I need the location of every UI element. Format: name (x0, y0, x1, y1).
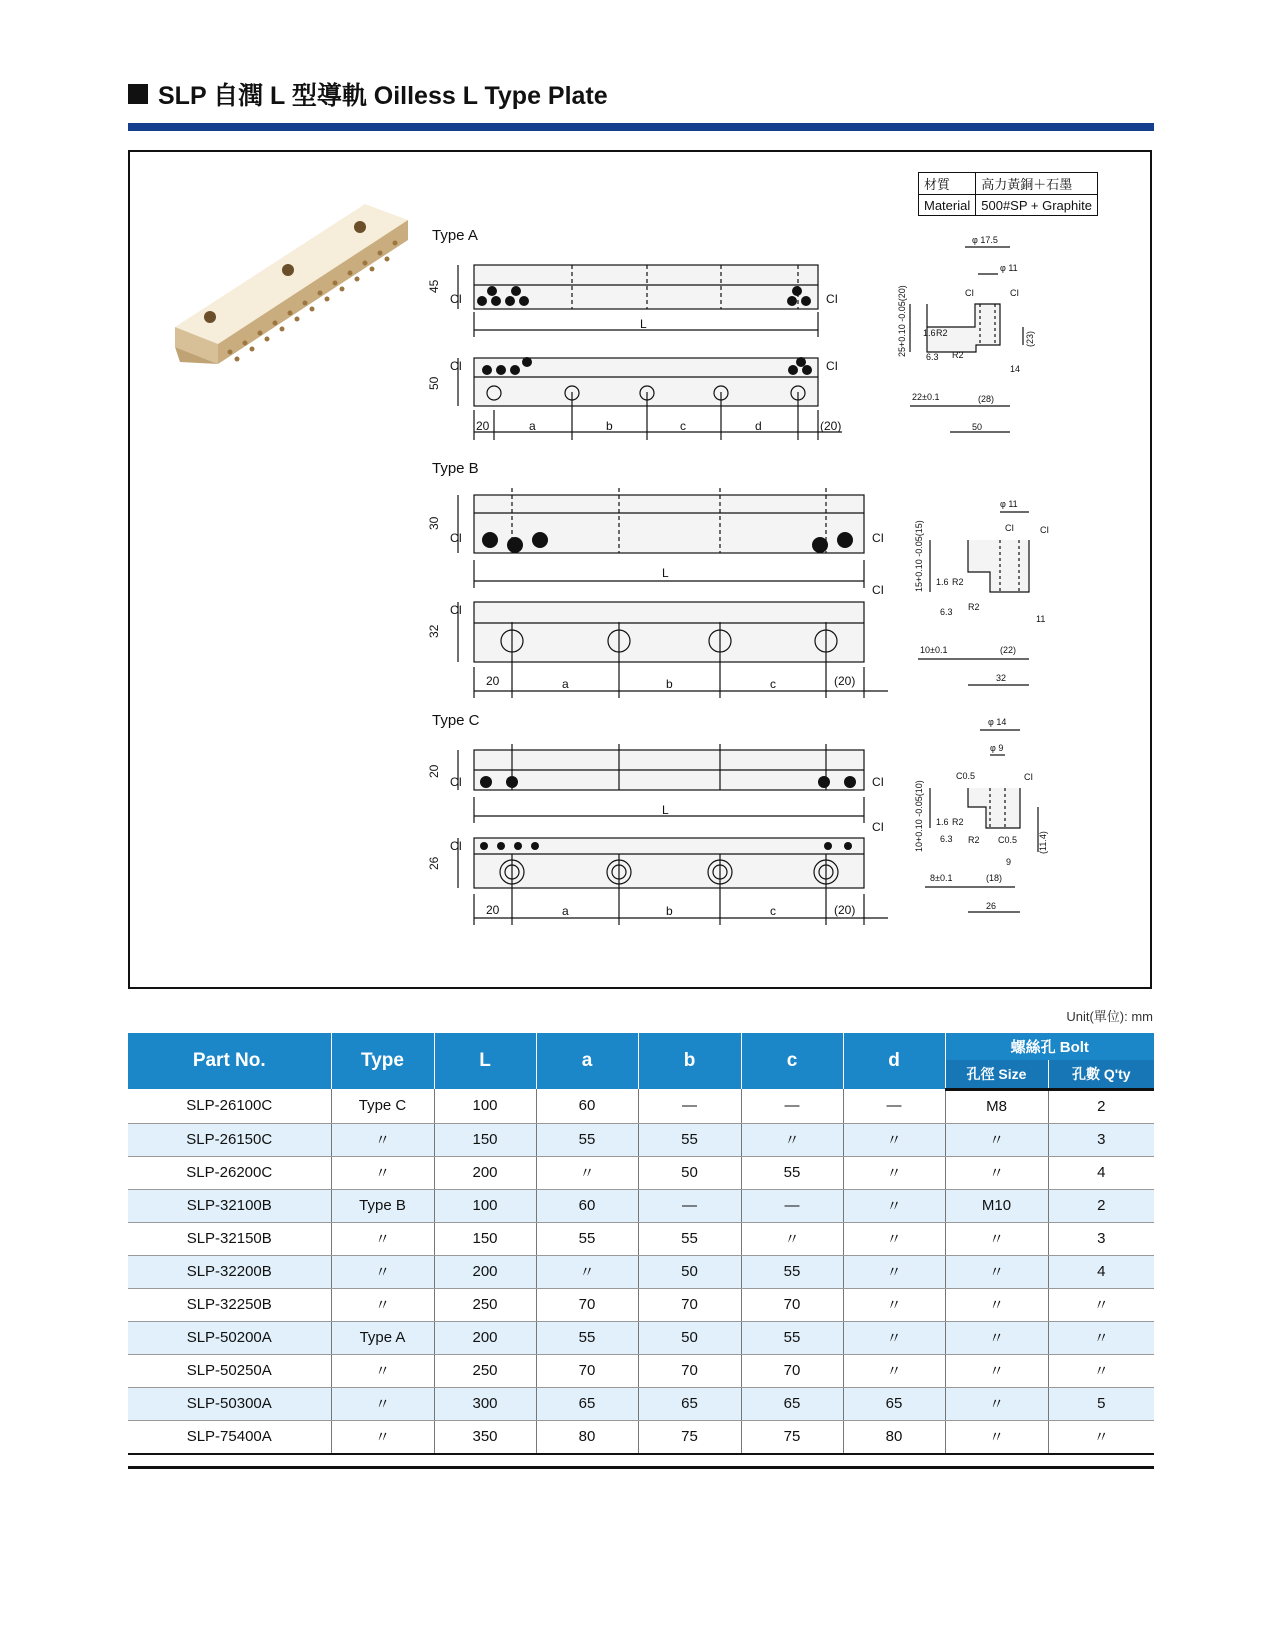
cell-type: 〃 (331, 1123, 434, 1156)
sec-c-r-2: R2 (968, 835, 980, 845)
page-title (128, 76, 608, 112)
cell-a: 70 (536, 1288, 638, 1321)
table-row (128, 1222, 1154, 1255)
type-b-top-view (474, 495, 864, 553)
cell-qty: 3 (1048, 1123, 1154, 1156)
sec-c-w26: 26 (986, 901, 997, 911)
type-c-chamfer-side: CI (450, 839, 462, 853)
cell-c: 55 (741, 1156, 843, 1189)
cell-type: Type B (331, 1189, 434, 1222)
cell-type: 〃 (331, 1420, 434, 1454)
drawing-panel (128, 150, 1152, 989)
type-a-chamfer: CI (450, 292, 462, 306)
table-row (128, 1189, 1154, 1222)
sec-c-ci: CI (1024, 772, 1033, 782)
cell-part: SLP-32150B (128, 1222, 331, 1255)
cell-c: 〃 (741, 1222, 843, 1255)
section-b-drawing (918, 512, 1029, 685)
cell-a: 55 (536, 1222, 638, 1255)
type-b-label: Type B (432, 460, 479, 477)
sec-b-d-inner: φ 11 (1000, 499, 1018, 509)
cell-a: 65 (536, 1387, 638, 1420)
cell-b: 70 (638, 1288, 741, 1321)
type-c-chamfer: CI (450, 775, 462, 789)
sec-c-r: R2 (952, 817, 964, 827)
type-c-height-top: 20 (427, 764, 441, 778)
sec-b-tol: 15+0.10 -0.05(15) (914, 520, 924, 592)
cell-qty: 3 (1048, 1222, 1154, 1255)
sec-a-w22: 22±0.1 (912, 392, 940, 402)
sec-a-rough: 1.6 (923, 328, 936, 338)
cell-qty: 4 (1048, 1156, 1154, 1189)
sec-b-w22: (22) (1000, 645, 1017, 655)
cell-L: 200 (434, 1156, 536, 1189)
cell-type: 〃 (331, 1288, 434, 1321)
cell-qty: 4 (1048, 1255, 1154, 1288)
cell-b: 55 (638, 1222, 741, 1255)
cell-c: 70 (741, 1354, 843, 1387)
cell-b: 50 (638, 1156, 741, 1189)
sec-a-d-outer: φ 17.5 (972, 235, 998, 245)
type-b-dim-2: b (666, 677, 673, 691)
type-a-dim-0: 20 (476, 419, 490, 433)
col-header-bolt: 螺絲孔 Bolt (945, 1033, 1154, 1060)
type-c-dim-2: b (666, 904, 673, 918)
cell-L: 350 (434, 1420, 536, 1454)
type-a-chamfer-side-right: CI (826, 359, 838, 373)
sec-a-r-2: R2 (952, 350, 964, 360)
cell-b: 75 (638, 1420, 741, 1454)
col-header-a: a (536, 1033, 638, 1089)
sec-c-rough2: 6.3 (940, 834, 953, 844)
sec-b-rough2: 6.3 (940, 607, 953, 617)
cell-part: SLP-50300A (128, 1387, 331, 1420)
sec-b-w11: 11 (1036, 614, 1046, 624)
cell-d: 〃 (843, 1222, 945, 1255)
sec-a-d-inner: φ 11 (1000, 263, 1018, 273)
cell-size: 〃 (945, 1420, 1048, 1454)
material-value-en: 500#SP + Graphite (976, 195, 1098, 216)
cell-L: 100 (434, 1189, 536, 1222)
cell-part: SLP-26200C (128, 1156, 331, 1189)
cell-a: 60 (536, 1189, 638, 1222)
cell-c: 〃 (741, 1123, 843, 1156)
type-b-chamfer-side: CI (450, 603, 462, 617)
sec-a-w28: (28) (978, 394, 995, 404)
sec-c-c05-2: C0.5 (998, 835, 1018, 845)
unit-note: Unit(單位): mm (1066, 1009, 1153, 1024)
cell-a: 60 (536, 1089, 638, 1123)
material-label-zh: 材質 (919, 173, 976, 195)
sec-c-w18: (18) (986, 873, 1003, 883)
cell-b: 55 (638, 1123, 741, 1156)
cell-b: 50 (638, 1321, 741, 1354)
cell-type: Type C (331, 1089, 434, 1123)
cell-qty: 2 (1048, 1189, 1154, 1222)
sec-b-w32: 32 (996, 673, 1007, 683)
col-header-qty: 孔數 Q'ty (1048, 1060, 1154, 1089)
cell-c: 65 (741, 1387, 843, 1420)
cell-type: Type A (331, 1321, 434, 1354)
cell-size: 〃 (945, 1321, 1048, 1354)
cell-d: 〃 (843, 1288, 945, 1321)
type-a-dim-5: (20) (820, 419, 842, 433)
cell-c: 55 (741, 1255, 843, 1288)
sec-a-ci: CI (965, 288, 974, 298)
cell-part: SLP-26100C (128, 1089, 331, 1123)
cell-part: SLP-50200A (128, 1321, 331, 1354)
table-row (128, 1321, 1154, 1354)
page-title-text: SLP 自潤 L 型導軌 Oilless L Type Plate (158, 82, 608, 110)
sec-c-rough: 1.6 (936, 817, 949, 827)
type-a-height-top: 45 (427, 279, 441, 293)
type-c-dim-1: a (562, 904, 569, 918)
col-header-d: d (843, 1033, 945, 1089)
table-row (128, 1123, 1154, 1156)
cell-part: SLP-50250A (128, 1354, 331, 1387)
cell-L: 150 (434, 1123, 536, 1156)
type-b-dim-3: c (770, 677, 776, 691)
cell-b: 50 (638, 1255, 741, 1288)
cell-d: 65 (843, 1387, 945, 1420)
type-a-label: Type A (432, 227, 478, 244)
cell-qty: 〃 (1048, 1288, 1154, 1321)
sec-c-h114: (11.4) (1038, 831, 1048, 854)
sec-c-w8: 8±0.1 (930, 873, 953, 883)
type-b-height-side: 32 (427, 624, 441, 638)
type-c-chamfer-side-right: CI (872, 820, 884, 834)
cell-type: 〃 (331, 1255, 434, 1288)
square-bullet-icon (128, 84, 148, 104)
cell-d: 〃 (843, 1156, 945, 1189)
cell-a: 〃 (536, 1255, 638, 1288)
cell-a: 55 (536, 1123, 638, 1156)
sec-a-tol: 25+0.10 -0.05(20) (897, 285, 907, 357)
type-c-dim-0: 20 (486, 903, 500, 917)
sec-a-r: R2 (936, 328, 948, 338)
table-row (128, 1255, 1154, 1288)
type-b-dim-4: (20) (834, 674, 856, 688)
table-row (128, 1089, 1154, 1123)
col-header-type: Type (331, 1033, 434, 1089)
cell-size: M8 (945, 1089, 1048, 1123)
type-c-dim-3: c (770, 904, 776, 918)
cell-size: 〃 (945, 1387, 1048, 1420)
cell-d: 〃 (843, 1255, 945, 1288)
section-a-drawing (910, 247, 1023, 432)
type-c-dim-4: (20) (834, 903, 856, 917)
cell-L: 150 (434, 1222, 536, 1255)
title-rule (128, 123, 1154, 131)
type-a-chamfer-right: CI (826, 292, 838, 306)
type-b-chamfer-right: CI (872, 531, 884, 545)
cell-L: 100 (434, 1089, 536, 1123)
col-header-b: b (638, 1033, 741, 1089)
cell-qty: 〃 (1048, 1321, 1154, 1354)
table-row (128, 1156, 1154, 1189)
bottom-rule (128, 1466, 1154, 1469)
cell-d: 〃 (843, 1123, 945, 1156)
cell-b: 65 (638, 1387, 741, 1420)
sec-b-w10: 10±0.1 (920, 645, 948, 655)
cell-qty: 2 (1048, 1089, 1154, 1123)
cell-b: 70 (638, 1354, 741, 1387)
cell-d: 〃 (843, 1189, 945, 1222)
type-b-length: L (662, 566, 669, 580)
cell-c: 75 (741, 1420, 843, 1454)
material-value-zh: 高力黃銅＋石墨 (976, 173, 1098, 195)
type-b-chamfer-side-right: CI (872, 583, 884, 597)
sec-c-c05: C0.5 (956, 771, 976, 781)
cell-part: SLP-26150C (128, 1123, 331, 1156)
cell-part: SLP-32200B (128, 1255, 331, 1288)
cell-a: 80 (536, 1420, 638, 1454)
cell-L: 300 (434, 1387, 536, 1420)
technical-drawing (130, 152, 1150, 987)
sec-a-ci-2: CI (1010, 288, 1019, 298)
cell-L: 250 (434, 1354, 536, 1387)
sec-c-d-outer: φ 14 (988, 717, 1007, 727)
col-header-c: c (741, 1033, 843, 1089)
type-b-side-view (474, 602, 864, 662)
col-header-size: 孔徑 Size (945, 1060, 1048, 1089)
cell-size: 〃 (945, 1354, 1048, 1387)
col-header-L: L (434, 1033, 536, 1089)
sec-b-r-2: R2 (968, 602, 980, 612)
cell-size: 〃 (945, 1255, 1048, 1288)
cell-part: SLP-32100B (128, 1189, 331, 1222)
cell-a: 70 (536, 1354, 638, 1387)
material-table (918, 172, 1098, 216)
type-b-chamfer: CI (450, 531, 462, 545)
sec-c-tol: 10+0.10 -0.05(10) (914, 780, 924, 852)
cell-c: 70 (741, 1288, 843, 1321)
cell-type: 〃 (331, 1156, 434, 1189)
cell-part: SLP-32250B (128, 1288, 331, 1321)
sec-a-h23: (23) (1025, 330, 1035, 347)
type-b-dim-1: a (562, 677, 569, 691)
cell-c: — (741, 1189, 843, 1222)
type-c-length: L (662, 803, 669, 817)
type-b-height-top: 30 (427, 516, 441, 530)
cell-part: SLP-75400A (128, 1420, 331, 1454)
type-a-dim-1: a (529, 419, 536, 433)
product-photo (175, 204, 408, 364)
cell-size: 〃 (945, 1156, 1048, 1189)
cell-size: 〃 (945, 1123, 1048, 1156)
type-a-dim-2: b (606, 419, 613, 433)
col-header-part: Part No. (128, 1033, 331, 1089)
sec-b-rough: 1.6 (936, 577, 949, 587)
cell-d: 〃 (843, 1354, 945, 1387)
type-a-dim-4: d (755, 419, 762, 433)
cell-b: — (638, 1089, 741, 1123)
type-b-dim-0: 20 (486, 674, 500, 688)
sec-a-w14: 14 (1010, 364, 1021, 374)
cell-a: 55 (536, 1321, 638, 1354)
sec-b-r: R2 (952, 577, 964, 587)
cell-a: 〃 (536, 1156, 638, 1189)
cell-qty: 〃 (1048, 1354, 1154, 1387)
cell-b: — (638, 1189, 741, 1222)
type-c-height-side: 26 (427, 856, 441, 870)
table-row (128, 1387, 1154, 1420)
type-a-chamfer-side: CI (450, 359, 462, 373)
material-label-en: Material (919, 195, 976, 216)
cell-type: 〃 (331, 1387, 434, 1420)
type-a-length: L (640, 317, 647, 331)
cell-L: 200 (434, 1321, 536, 1354)
type-a-height-side: 50 (427, 376, 441, 390)
cell-c: 55 (741, 1321, 843, 1354)
cell-size: 〃 (945, 1288, 1048, 1321)
table-row (128, 1288, 1154, 1321)
cell-size: 〃 (945, 1222, 1048, 1255)
cell-type: 〃 (331, 1354, 434, 1387)
sec-b-ci: CI (1005, 523, 1014, 533)
cell-L: 250 (434, 1288, 536, 1321)
cell-type: 〃 (331, 1222, 434, 1255)
sec-a-w50: 50 (972, 422, 983, 432)
cell-size: M10 (945, 1189, 1048, 1222)
sec-b-ci-2: CI (1040, 525, 1049, 535)
type-a-dim-3: c (680, 419, 686, 433)
cell-c: — (741, 1089, 843, 1123)
cell-qty: 〃 (1048, 1420, 1154, 1454)
cell-d: 〃 (843, 1321, 945, 1354)
cell-L: 200 (434, 1255, 536, 1288)
sec-c-w9: 9 (1006, 857, 1012, 867)
table-row (128, 1420, 1154, 1454)
sec-c-d-inner: φ 9 (990, 743, 1004, 753)
cell-qty: 5 (1048, 1387, 1154, 1420)
cell-d: 80 (843, 1420, 945, 1454)
table-row (128, 1354, 1154, 1387)
type-c-chamfer-right: CI (872, 775, 884, 789)
cell-d: — (843, 1089, 945, 1123)
type-c-label: Type C (432, 712, 480, 729)
sec-a-rough2: 6.3 (926, 352, 939, 362)
spec-table (128, 1033, 1154, 1455)
